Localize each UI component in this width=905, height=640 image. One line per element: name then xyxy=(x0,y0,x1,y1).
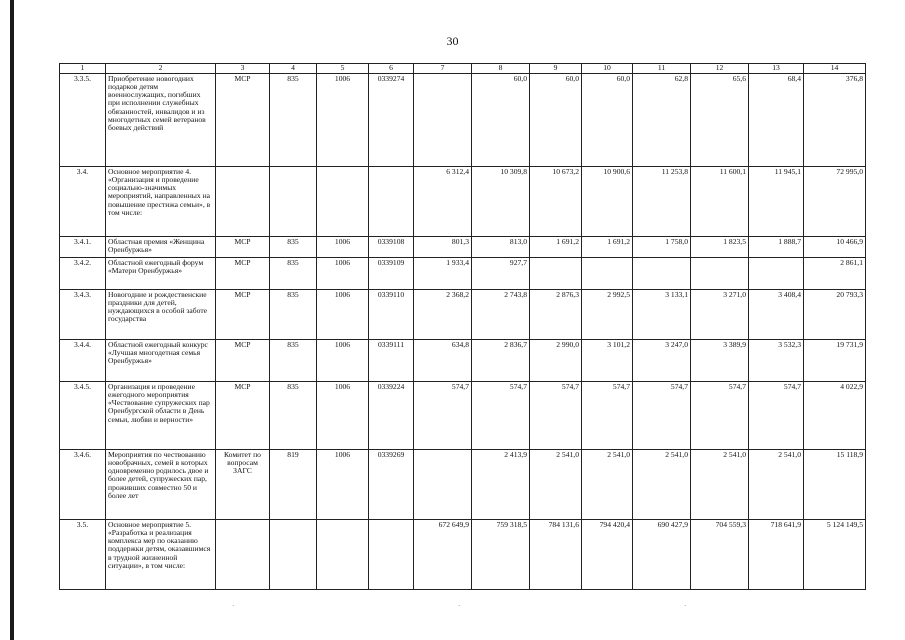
value-cell: 2 413,9 xyxy=(472,450,530,520)
scan-speck: · xyxy=(684,602,687,610)
code-cell: 1006 xyxy=(317,290,369,340)
code-cell: 1006 xyxy=(317,340,369,382)
value-cell: 574,7 xyxy=(472,382,530,450)
value-cell: 4 022,9 xyxy=(804,382,866,450)
column-header: 14 xyxy=(804,64,866,74)
code-cell: 819 xyxy=(270,450,317,520)
table-row xyxy=(60,520,866,590)
code-cell: 1006 xyxy=(317,450,369,520)
value-cell: 704 559,3 xyxy=(691,520,749,590)
value-cell: 574,7 xyxy=(749,382,804,450)
code-cell: 835 xyxy=(270,382,317,450)
row-title: Мероприятия по чествованию новобрачных, семей в которых одновременно родилось двое и более детей, супружеских пар, проживших совместно 50 и более лет xyxy=(106,450,216,520)
value-cell: 2 541,0 xyxy=(633,450,691,520)
value-cell: 801,3 xyxy=(414,237,472,258)
value-cell: 10 309,8 xyxy=(472,167,530,237)
code-cell xyxy=(270,520,317,590)
table-row xyxy=(60,290,866,340)
code-cell: 835 xyxy=(270,237,317,258)
value-cell: 759 318,5 xyxy=(472,520,530,590)
table-row xyxy=(60,382,866,450)
code-cell xyxy=(369,167,414,237)
value-cell: 11 253,8 xyxy=(633,167,691,237)
column-header: 1 xyxy=(60,64,106,74)
row-title: Основное мероприятие 4. «Организация и проведение социально-значимых мероприятий, направленных на повышение престижа семьи», в том числе: xyxy=(106,167,216,237)
value-cell: 11 945,1 xyxy=(749,167,804,237)
page-number: 30 xyxy=(446,34,459,48)
value-cell: 1 823,5 xyxy=(691,237,749,258)
code-cell: 0339269 xyxy=(369,450,414,520)
row-title: Приобретение новогодних подарков детям военнослужащих, погибших при исполнении служебных обязанностей, инвалидов и из многодетных семей ветеранов боевых действий xyxy=(106,74,216,167)
column-header: 4 xyxy=(270,64,317,74)
executor-cell: МСР xyxy=(216,237,270,258)
code-cell: 835 xyxy=(270,290,317,340)
value-cell: 3 247,0 xyxy=(633,340,691,382)
executor-cell: МСР xyxy=(216,74,270,167)
value-cell xyxy=(530,258,582,290)
code-cell xyxy=(270,167,317,237)
row-title: Новогодние и рождественские праздники для детей, нуждающихся в особой заботе государства xyxy=(106,290,216,340)
value-cell: 690 427,9 xyxy=(633,520,691,590)
value-cell xyxy=(633,258,691,290)
value-cell: 68,4 xyxy=(749,74,804,167)
value-cell: 60,0 xyxy=(530,74,582,167)
row-code: 3.3.5. xyxy=(60,74,106,167)
code-cell xyxy=(369,520,414,590)
table-row xyxy=(60,237,866,258)
value-cell: 1 691,2 xyxy=(530,237,582,258)
value-cell: 2 992,5 xyxy=(582,290,633,340)
executor-cell: МСР xyxy=(216,258,270,290)
header-row xyxy=(60,64,866,74)
code-cell: 1006 xyxy=(317,382,369,450)
row-title: Областной ежегодный конкурс «Лучшая многодетная семья Оренбуржья» xyxy=(106,340,216,382)
code-cell: 835 xyxy=(270,74,317,167)
value-cell: 927,7 xyxy=(472,258,530,290)
value-cell: 2 541,0 xyxy=(582,450,633,520)
row-code: 3.4.1. xyxy=(60,237,106,258)
scan-speck: · xyxy=(458,602,461,610)
column-header: 3 xyxy=(216,64,270,74)
value-cell: 60,0 xyxy=(472,74,530,167)
row-code: 3.4. xyxy=(60,167,106,237)
row-title: Организация и проведение ежегодного мероприятия «Чествование супружеских пар Оренбургской области в День семьи, любви и верности» xyxy=(106,382,216,450)
column-header: 2 xyxy=(106,64,216,74)
value-cell: 1 888,7 xyxy=(749,237,804,258)
value-cell: 10 673,2 xyxy=(530,167,582,237)
value-cell: 72 995,0 xyxy=(804,167,866,237)
executor-cell xyxy=(216,520,270,590)
left-margin-bar xyxy=(10,0,14,640)
column-header: 8 xyxy=(472,64,530,74)
code-cell: 835 xyxy=(270,340,317,382)
value-cell: 2 368,2 xyxy=(414,290,472,340)
value-cell: 15 118,9 xyxy=(804,450,866,520)
row-code: 3.4.4. xyxy=(60,340,106,382)
code-cell: 1006 xyxy=(317,258,369,290)
value-cell: 3 271,0 xyxy=(691,290,749,340)
value-cell: 2 541,0 xyxy=(749,450,804,520)
column-header: 12 xyxy=(691,64,749,74)
value-cell: 3 133,1 xyxy=(633,290,691,340)
code-cell: 835 xyxy=(270,258,317,290)
row-title: Областная премия «Женщина Оренбуржья» xyxy=(106,237,216,258)
row-code: 3.5. xyxy=(60,520,106,590)
column-header: 9 xyxy=(530,64,582,74)
value-cell: 2 743,8 xyxy=(472,290,530,340)
code-cell: 0339110 xyxy=(369,290,414,340)
value-cell: 376,8 xyxy=(804,74,866,167)
code-cell: 1006 xyxy=(317,237,369,258)
value-cell xyxy=(414,450,472,520)
value-cell: 6 312,4 xyxy=(414,167,472,237)
value-cell: 2 876,3 xyxy=(530,290,582,340)
code-cell: 0339274 xyxy=(369,74,414,167)
row-title: Основное мероприятие 5. «Разработка и реализация комплекса мер по оказанию поддержки детям, оказавшимся в трудной жизненной ситуации», в том числе: xyxy=(106,520,216,590)
table-row xyxy=(60,167,866,237)
value-cell: 3 389,9 xyxy=(691,340,749,382)
value-cell xyxy=(414,74,472,167)
value-cell: 784 131,6 xyxy=(530,520,582,590)
code-cell: 0339109 xyxy=(369,258,414,290)
value-cell: 19 731,9 xyxy=(804,340,866,382)
code-cell: 1006 xyxy=(317,74,369,167)
value-cell xyxy=(582,258,633,290)
executor-cell xyxy=(216,167,270,237)
row-code: 3.4.5. xyxy=(60,382,106,450)
table-row xyxy=(60,258,866,290)
column-header: 10 xyxy=(582,64,633,74)
value-cell: 574,7 xyxy=(530,382,582,450)
row-code: 3.4.3. xyxy=(60,290,106,340)
value-cell: 574,7 xyxy=(691,382,749,450)
value-cell: 3 408,4 xyxy=(749,290,804,340)
table-row xyxy=(60,340,866,382)
value-cell: 718 641,9 xyxy=(749,520,804,590)
value-cell: 2 861,1 xyxy=(804,258,866,290)
row-code: 3.4.6. xyxy=(60,450,106,520)
value-cell: 2 990,0 xyxy=(530,340,582,382)
value-cell: 2 541,0 xyxy=(530,450,582,520)
budget-table xyxy=(59,63,866,590)
value-cell: 2 541,0 xyxy=(691,450,749,520)
value-cell: 813,0 xyxy=(472,237,530,258)
value-cell: 60,0 xyxy=(582,74,633,167)
table-row xyxy=(60,450,866,520)
executor-cell: МСР xyxy=(216,382,270,450)
code-cell xyxy=(317,520,369,590)
value-cell: 11 600,1 xyxy=(691,167,749,237)
value-cell: 1 691,2 xyxy=(582,237,633,258)
code-cell xyxy=(317,167,369,237)
table-row xyxy=(60,74,866,167)
value-cell: 20 793,3 xyxy=(804,290,866,340)
value-cell: 1 933,4 xyxy=(414,258,472,290)
executor-cell: МСР xyxy=(216,290,270,340)
row-title: Областной ежегодный форум «Матери Оренбуржья» xyxy=(106,258,216,290)
row-code: 3.4.2. xyxy=(60,258,106,290)
value-cell: 634,8 xyxy=(414,340,472,382)
value-cell: 1 758,0 xyxy=(633,237,691,258)
value-cell: 672 649,9 xyxy=(414,520,472,590)
value-cell: 3 532,3 xyxy=(749,340,804,382)
value-cell: 574,7 xyxy=(633,382,691,450)
value-cell: 2 836,7 xyxy=(472,340,530,382)
value-cell: 574,7 xyxy=(582,382,633,450)
value-cell xyxy=(749,258,804,290)
scan-speck: · xyxy=(232,602,235,610)
column-header: 7 xyxy=(414,64,472,74)
value-cell xyxy=(691,258,749,290)
value-cell: 65,6 xyxy=(691,74,749,167)
executor-cell: Комитет по вопросам ЗАГС xyxy=(216,450,270,520)
column-header: 6 xyxy=(369,64,414,74)
column-header: 11 xyxy=(633,64,691,74)
code-cell: 0339224 xyxy=(369,382,414,450)
column-header: 5 xyxy=(317,64,369,74)
code-cell: 0339108 xyxy=(369,237,414,258)
value-cell: 62,8 xyxy=(633,74,691,167)
value-cell: 794 420,4 xyxy=(582,520,633,590)
executor-cell: МСР xyxy=(216,340,270,382)
value-cell: 3 101,2 xyxy=(582,340,633,382)
value-cell: 10 900,6 xyxy=(582,167,633,237)
value-cell: 10 466,9 xyxy=(804,237,866,258)
value-cell: 574,7 xyxy=(414,382,472,450)
value-cell: 5 124 149,5 xyxy=(804,520,866,590)
code-cell: 0339111 xyxy=(369,340,414,382)
column-header: 13 xyxy=(749,64,804,74)
